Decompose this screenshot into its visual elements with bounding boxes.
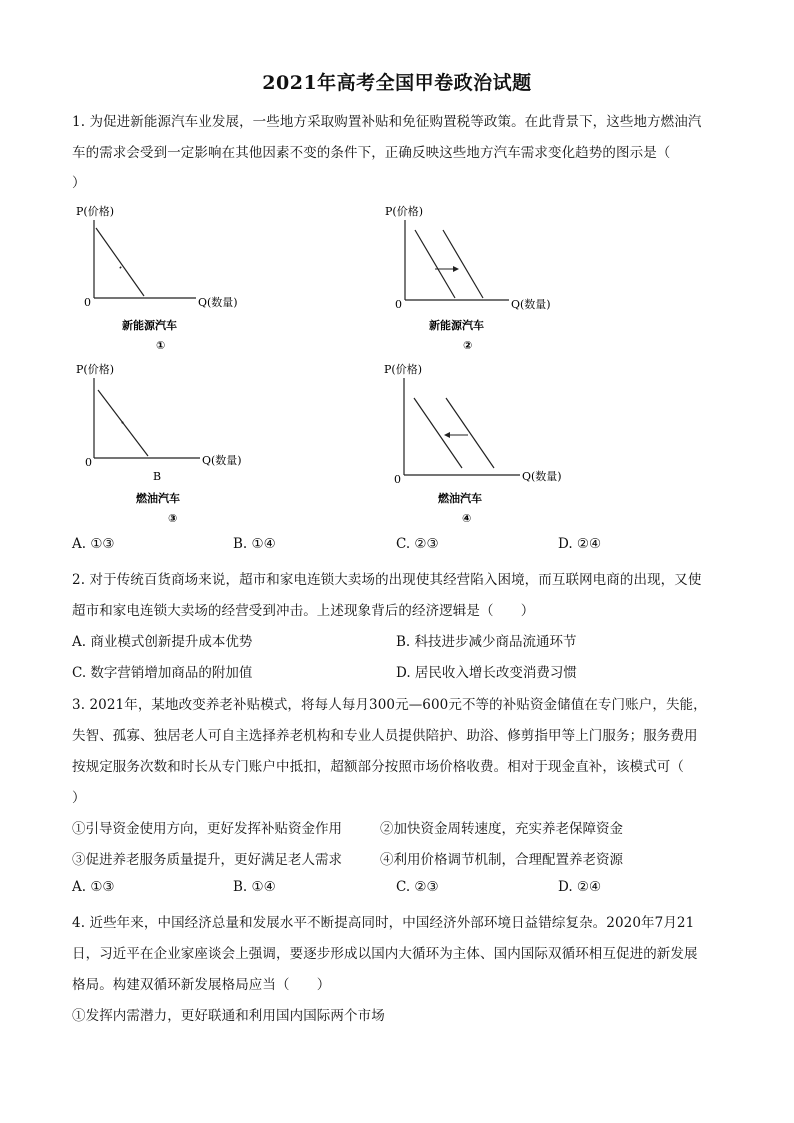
- q3-statement-1: ①引导资金使用方向，更好发挥补贴资金作用: [72, 821, 342, 837]
- graph-4-origin: 0: [394, 473, 401, 486]
- q1-line-2: 车的需求会受到一定影响在其他因素不变的条件下，正确反映这些地方汽车需求变化趋势的图示是（: [72, 145, 671, 161]
- q3-line-3: 按规定服务次数和时长从专门账户中抵扣，超额部分按照市场价格收费。相对于现金直补，该模式可（: [72, 759, 684, 775]
- q1-line-3: ）: [72, 175, 86, 191]
- q3-statement-4: ④利用价格调节机制，合理配置养老资源: [380, 852, 623, 868]
- graph-3-y-label: P(价格): [76, 363, 114, 376]
- q3-option-b[interactable]: B. ①④: [233, 879, 276, 895]
- q3-statement-3: ③促进养老服务质量提升，更好满足老人需求: [72, 852, 342, 868]
- graph-4-y-label: P(价格): [384, 363, 422, 376]
- q3-statement-2: ②加快资金周转速度，充实养老保障资金: [380, 821, 623, 837]
- page-title: 2021年高考全国甲卷政治试题: [262, 72, 532, 94]
- q4-line-4: ①发挥内需潜力，更好联通和利用国内国际两个市场: [72, 1008, 385, 1024]
- q3-option-d[interactable]: D. ②④: [558, 879, 602, 895]
- graph-3-number: ③: [168, 512, 178, 525]
- q1-option-a[interactable]: A. ①③: [72, 536, 115, 552]
- q3-option-c[interactable]: C. ②③: [396, 879, 439, 895]
- q3-line-2: 失智、孤寡、独居老人可自主选择养老机构和专业人员提供陪护、助浴、修剪指甲等上门服务；服务费用: [72, 728, 698, 744]
- q1-line-1: 1. 为促进新能源汽车业发展，一些地方采取购置补贴和免征购置税等政策。在此背景下，这些地方燃油汽: [72, 114, 702, 130]
- graph-1-number: ①: [156, 339, 166, 352]
- graph-1-origin: 0: [84, 296, 91, 309]
- q4-line-2: 日，习近平在企业家座谈会上强调，要逐步形成以国内大循环为主体、国内国际双循环相互促进的新发展: [72, 946, 698, 962]
- graph-3-x-label: Q(数量): [202, 454, 242, 467]
- graph-3-origin: 0: [85, 456, 92, 469]
- graph-2-origin: 0: [395, 298, 402, 311]
- q2-option-c[interactable]: C. 数字营销增加商品的附加值: [72, 665, 253, 681]
- graph-2-caption: 新能源汽车: [429, 319, 484, 332]
- graph-1-y-label: P(价格): [76, 205, 114, 218]
- graph-4-number: ④: [462, 512, 472, 525]
- q2-line-1: 2. 对于传统百货商场来说，超市和家电连锁大卖场的出现使其经营陷入困境，而互联网电商的出现，又使: [72, 572, 702, 588]
- q3-option-a[interactable]: A. ①③: [72, 879, 115, 895]
- q1-option-c[interactable]: C. ②③: [396, 536, 439, 552]
- graph-4-curve-original: [446, 398, 494, 468]
- q2-option-d[interactable]: D. 居民收入增长改变消费习惯: [396, 665, 577, 681]
- graph-3-caption: 燃油汽车: [136, 492, 180, 505]
- graph-3: [76, 362, 276, 524]
- graph-2-x-label: Q(数量): [511, 298, 551, 311]
- graph-1: [76, 202, 276, 352]
- q3-line-1: 3. 2021年，某地改变养老补贴模式，将每人每月300元—600元不等的补贴资金储值在专门账户，失能，: [72, 697, 707, 713]
- graph-1-caption: 新能源汽车: [122, 319, 177, 332]
- graph-4-x-label: Q(数量): [522, 470, 562, 483]
- graph-2-y-label: P(价格): [385, 205, 423, 218]
- graph-1-x-label: Q(数量): [198, 296, 238, 309]
- q4-line-1: 4. 近些年来，中国经济总量和发展水平不断提高同时，中国经济外部环境日益错综复杂。2020年7月21: [72, 915, 695, 931]
- q2-option-b[interactable]: B. 科技进步减少商品流通环节: [396, 634, 577, 650]
- graph-3-label-b: B: [153, 470, 162, 483]
- graph-4-caption: 燃油汽车: [438, 492, 482, 505]
- q1-option-b[interactable]: B. ①④: [233, 536, 276, 552]
- graph-4: [384, 362, 594, 524]
- q3-line-4: ）: [72, 790, 86, 806]
- q4-line-3: 格局。构建双循环新发展格局应当（ ）: [72, 977, 331, 993]
- graph-2: [385, 202, 585, 352]
- graph-2-number: ②: [463, 339, 473, 352]
- graph-4-curve-shifted: [414, 398, 462, 468]
- q2-line-2: 超市和家电连锁大卖场的经营受到冲击。上述现象背后的经济逻辑是（ ）: [72, 603, 535, 619]
- q1-option-d[interactable]: D. ②④: [558, 536, 602, 552]
- graph-1-demand-curve: [96, 228, 144, 296]
- q2-option-a[interactable]: A. 商业模式创新提升成本优势: [72, 634, 253, 650]
